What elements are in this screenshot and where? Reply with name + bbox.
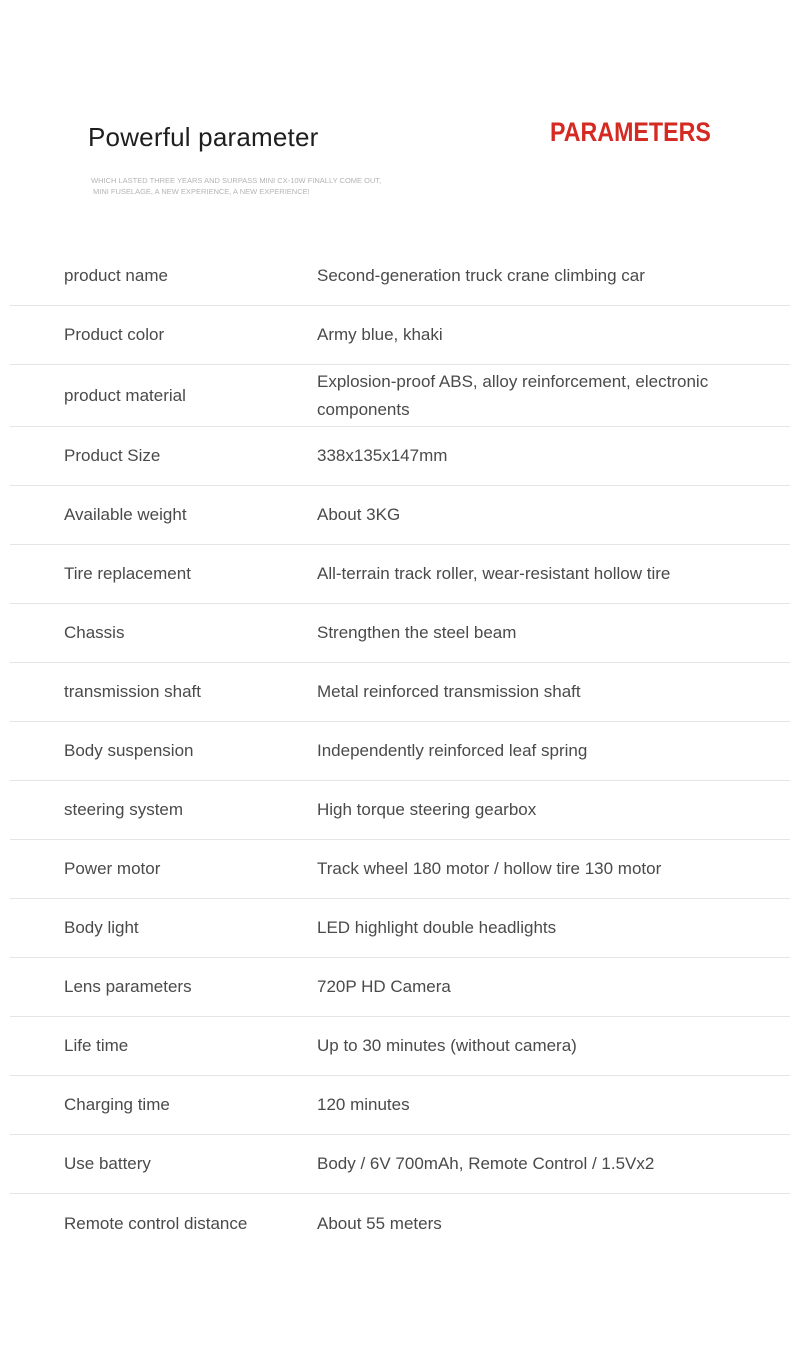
table-row	[10, 486, 790, 545]
param-label: Tire replacement	[64, 564, 191, 583]
param-label: product name	[64, 266, 168, 285]
param-value: Body / 6V 700mAh, Remote Control / 1.5Vx2	[317, 1154, 655, 1173]
table-row	[10, 663, 790, 722]
param-value: 720P HD Camera	[317, 977, 451, 996]
subtitle-line: MINI FUSELAGE, A NEW EXPERIENCE, A NEW EXPERIENCE!	[93, 187, 310, 196]
parameters-heading: PARAMETERS	[550, 117, 711, 147]
subtitle-line: WHICH LASTED THREE YEARS AND SURPASS MINI CX-10W FINALLY COME OUT,	[91, 176, 382, 185]
table-row	[10, 247, 790, 306]
param-value: About 55 meters	[317, 1213, 442, 1233]
param-label: Use battery	[64, 1154, 151, 1173]
param-value: Up to 30 minutes (without camera)	[317, 1036, 577, 1055]
param-label: Remote control distance	[64, 1213, 248, 1233]
param-value: Army blue, khaki	[317, 325, 443, 344]
param-label: Available weight	[64, 505, 187, 524]
table-row	[10, 427, 790, 486]
param-label: Lens parameters	[64, 977, 192, 996]
param-value: Explosion-proof ABS, alloy reinforcement, electronic components	[317, 371, 709, 419]
param-value: 120 minutes	[317, 1095, 410, 1114]
param-label: Product Size	[64, 446, 161, 465]
table-row	[10, 1076, 790, 1135]
page-title: Powerful parameter	[88, 122, 319, 152]
param-label: Body suspension	[64, 741, 194, 760]
param-value: LED highlight double headlights	[317, 918, 557, 937]
param-label: transmission shaft	[64, 682, 201, 701]
param-label: steering system	[64, 800, 184, 819]
param-value: High torque steering gearbox	[317, 800, 537, 819]
param-label: Body light	[64, 918, 139, 937]
param-value: All-terrain track roller, wear-resistant hollow tire	[317, 564, 671, 583]
table-row	[10, 722, 790, 781]
param-value: Second-generation truck crane climbing car	[317, 266, 645, 285]
param-label: Life time	[64, 1036, 129, 1055]
param-value: 338x135x147mm	[317, 446, 448, 465]
table-row	[10, 1017, 790, 1076]
param-value: About 3KG	[317, 505, 401, 524]
param-value: Independently reinforced leaf spring	[317, 741, 588, 760]
table-row	[10, 545, 790, 604]
param-label: Chassis	[64, 623, 125, 642]
header	[0, 0, 790, 240]
param-label: Product color	[64, 325, 165, 344]
table-row	[10, 365, 790, 427]
table-row	[10, 1135, 790, 1194]
param-label: product material	[64, 385, 186, 405]
table-row	[10, 1194, 790, 1253]
table-row	[10, 306, 790, 365]
table-row	[10, 840, 790, 899]
table-row	[10, 781, 790, 840]
param-value: Strengthen the steel beam	[317, 623, 517, 642]
param-value: Track wheel 180 motor / hollow tire 130 motor	[317, 859, 662, 878]
parameter-table	[10, 247, 790, 1253]
table-row	[10, 899, 790, 958]
table-row	[10, 604, 790, 663]
param-value: Metal reinforced transmission shaft	[317, 682, 581, 701]
param-label: Charging time	[64, 1095, 170, 1114]
subtitle	[91, 175, 431, 197]
param-label: Power motor	[64, 859, 161, 878]
table-row	[10, 958, 790, 1017]
